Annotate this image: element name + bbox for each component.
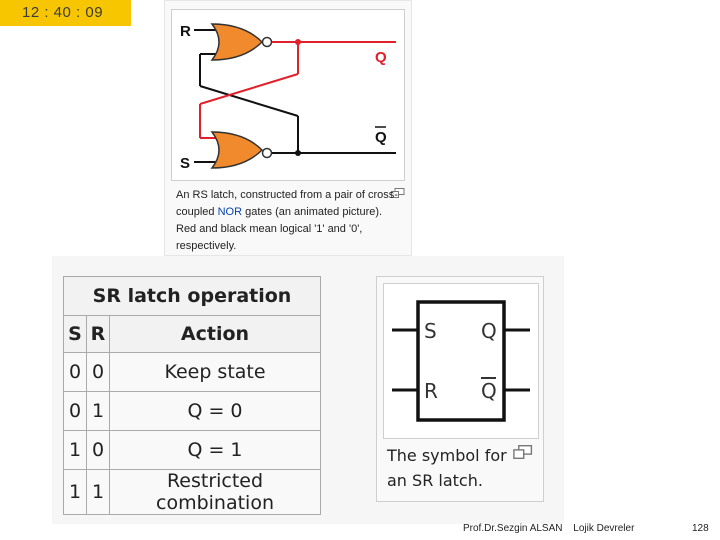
- cell-s: 1: [64, 431, 87, 470]
- label-q: Q: [375, 49, 387, 66]
- nor-link[interactable]: NOR: [217, 206, 243, 218]
- timer-display: 12 : 40 : 09: [0, 0, 131, 26]
- cell-r: 0: [87, 431, 110, 470]
- label-r: R: [180, 23, 191, 40]
- sr-symbol-figure: [376, 276, 544, 502]
- cell-r: 0: [87, 353, 110, 392]
- cell-r: 1: [87, 392, 110, 431]
- junction-qbar: [295, 150, 301, 156]
- header-s: S: [64, 316, 87, 353]
- cell-s: 0: [64, 392, 87, 431]
- cell-s: 0: [64, 353, 87, 392]
- rs-latch-figure: [164, 0, 412, 256]
- symbol-label-q: Q: [481, 319, 497, 343]
- header-action: Action: [110, 316, 321, 353]
- sr-symbol-diagram: [383, 283, 539, 439]
- cell-action: Restricted combination: [110, 470, 321, 515]
- nor-bubble-top: [263, 38, 272, 47]
- rs-latch-caption: [176, 187, 400, 255]
- slide-footer: [463, 523, 642, 534]
- sr-symbol-caption: The symbol for an SR latch.: [387, 446, 507, 490]
- caption-text-2: gates (an animated picture). Red and black mean logical '1' and '0', respectively.: [176, 206, 383, 252]
- cell-action: Q = 1: [110, 431, 321, 470]
- table-row: [64, 353, 321, 392]
- cell-s: 1: [64, 470, 87, 515]
- table-row: [64, 431, 321, 470]
- header-r: R: [87, 316, 110, 353]
- feedback-wire-black-diag: [200, 86, 298, 116]
- cell-r: 1: [87, 470, 110, 515]
- nor-latch-circuit: [172, 10, 404, 180]
- page-number: 128: [692, 523, 709, 534]
- symbol-label-s: S: [424, 319, 437, 343]
- symbol-label-r: R: [424, 379, 438, 403]
- sr-latch-symbol: [384, 284, 538, 438]
- table-title: SR latch operation: [64, 277, 321, 316]
- table-row: [64, 470, 321, 515]
- feedback-wire-red-diag: [200, 74, 298, 104]
- caption-text-1: An RS latch, constructed from a pair of cross-coupled: [176, 189, 398, 218]
- nor-gate-top: [212, 24, 262, 60]
- table-row: [64, 392, 321, 431]
- label-qbar: Q: [375, 129, 387, 146]
- nor-gate-bottom: [212, 132, 262, 168]
- footer-author: Prof.Dr.Sezgin ALSAN: [463, 523, 563, 534]
- footer-course: Lojik Devreler: [573, 523, 635, 534]
- enlarge-icon[interactable]: [513, 445, 533, 459]
- sr-latch-table: [63, 276, 321, 515]
- nor-bubble-bottom: [263, 149, 272, 158]
- label-s: S: [180, 155, 191, 172]
- rs-latch-diagram: [171, 9, 405, 181]
- cell-action: Keep state: [110, 353, 321, 392]
- symbol-label-qbar: Q: [481, 379, 497, 403]
- cell-action: Q = 0: [110, 392, 321, 431]
